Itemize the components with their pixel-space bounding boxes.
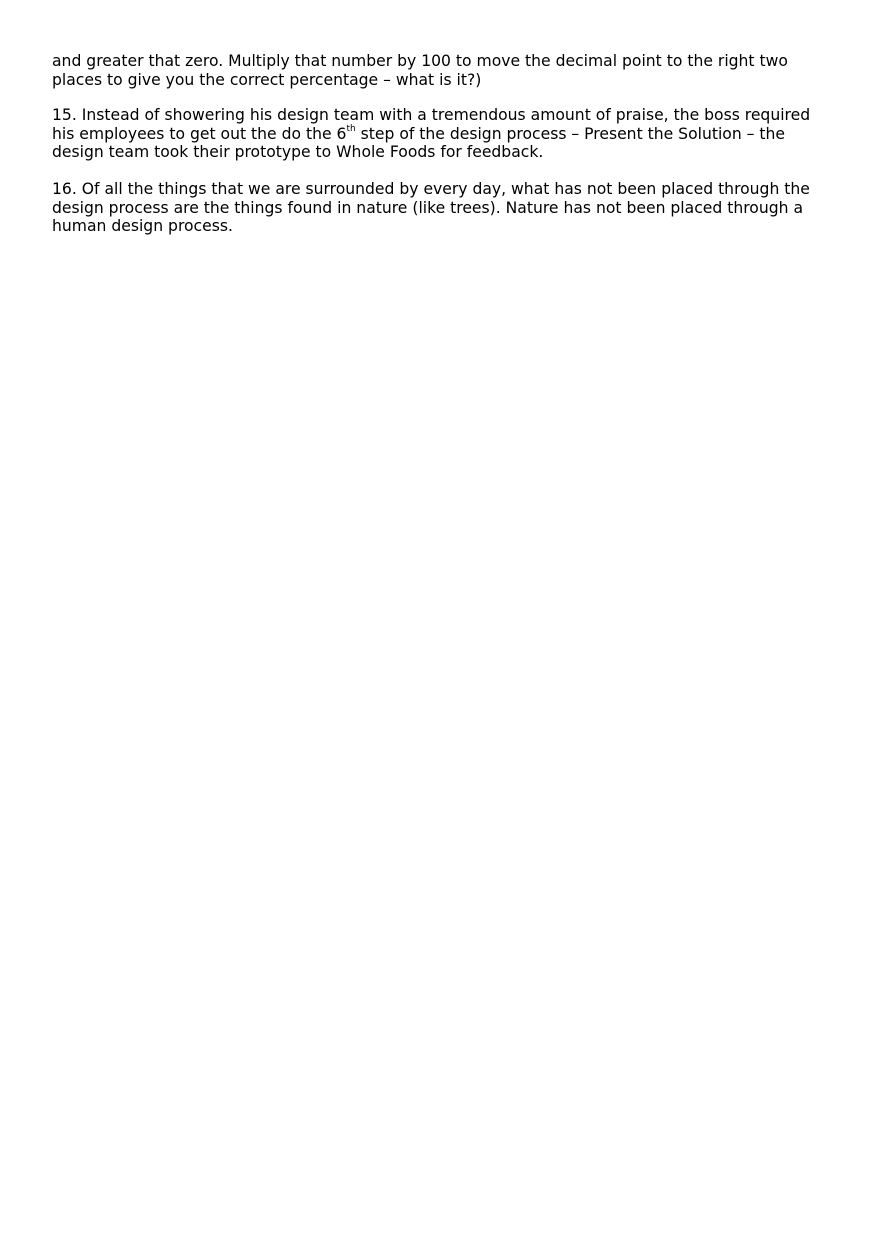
paragraph-text: and greater that zero. Multiply that number by 100 to move the decimal point to the right two places to give you the correct percentage – what is it?) bbox=[52, 52, 788, 89]
paragraph-text-start: 15. Instead of showering his design team with a tremendous amount of praise, the boss required his employees to get out the do the 6 bbox=[52, 106, 811, 143]
paragraph-text-end: step of the design process – Present the Solution – the design team took their prototype to Whole Foods for feedback. bbox=[52, 124, 786, 161]
paragraph-item-16 bbox=[52, 180, 828, 236]
paragraph-item-15 bbox=[52, 106, 828, 162]
paragraph-continuation bbox=[52, 52, 828, 89]
paragraph-text: 16. Of all the things that we are surrounded by every day, what has not been placed through the design process are the things found in nature (like trees). Nature has not been placed through a human design process. bbox=[52, 180, 810, 235]
ordinal-superscript: th bbox=[346, 124, 356, 135]
